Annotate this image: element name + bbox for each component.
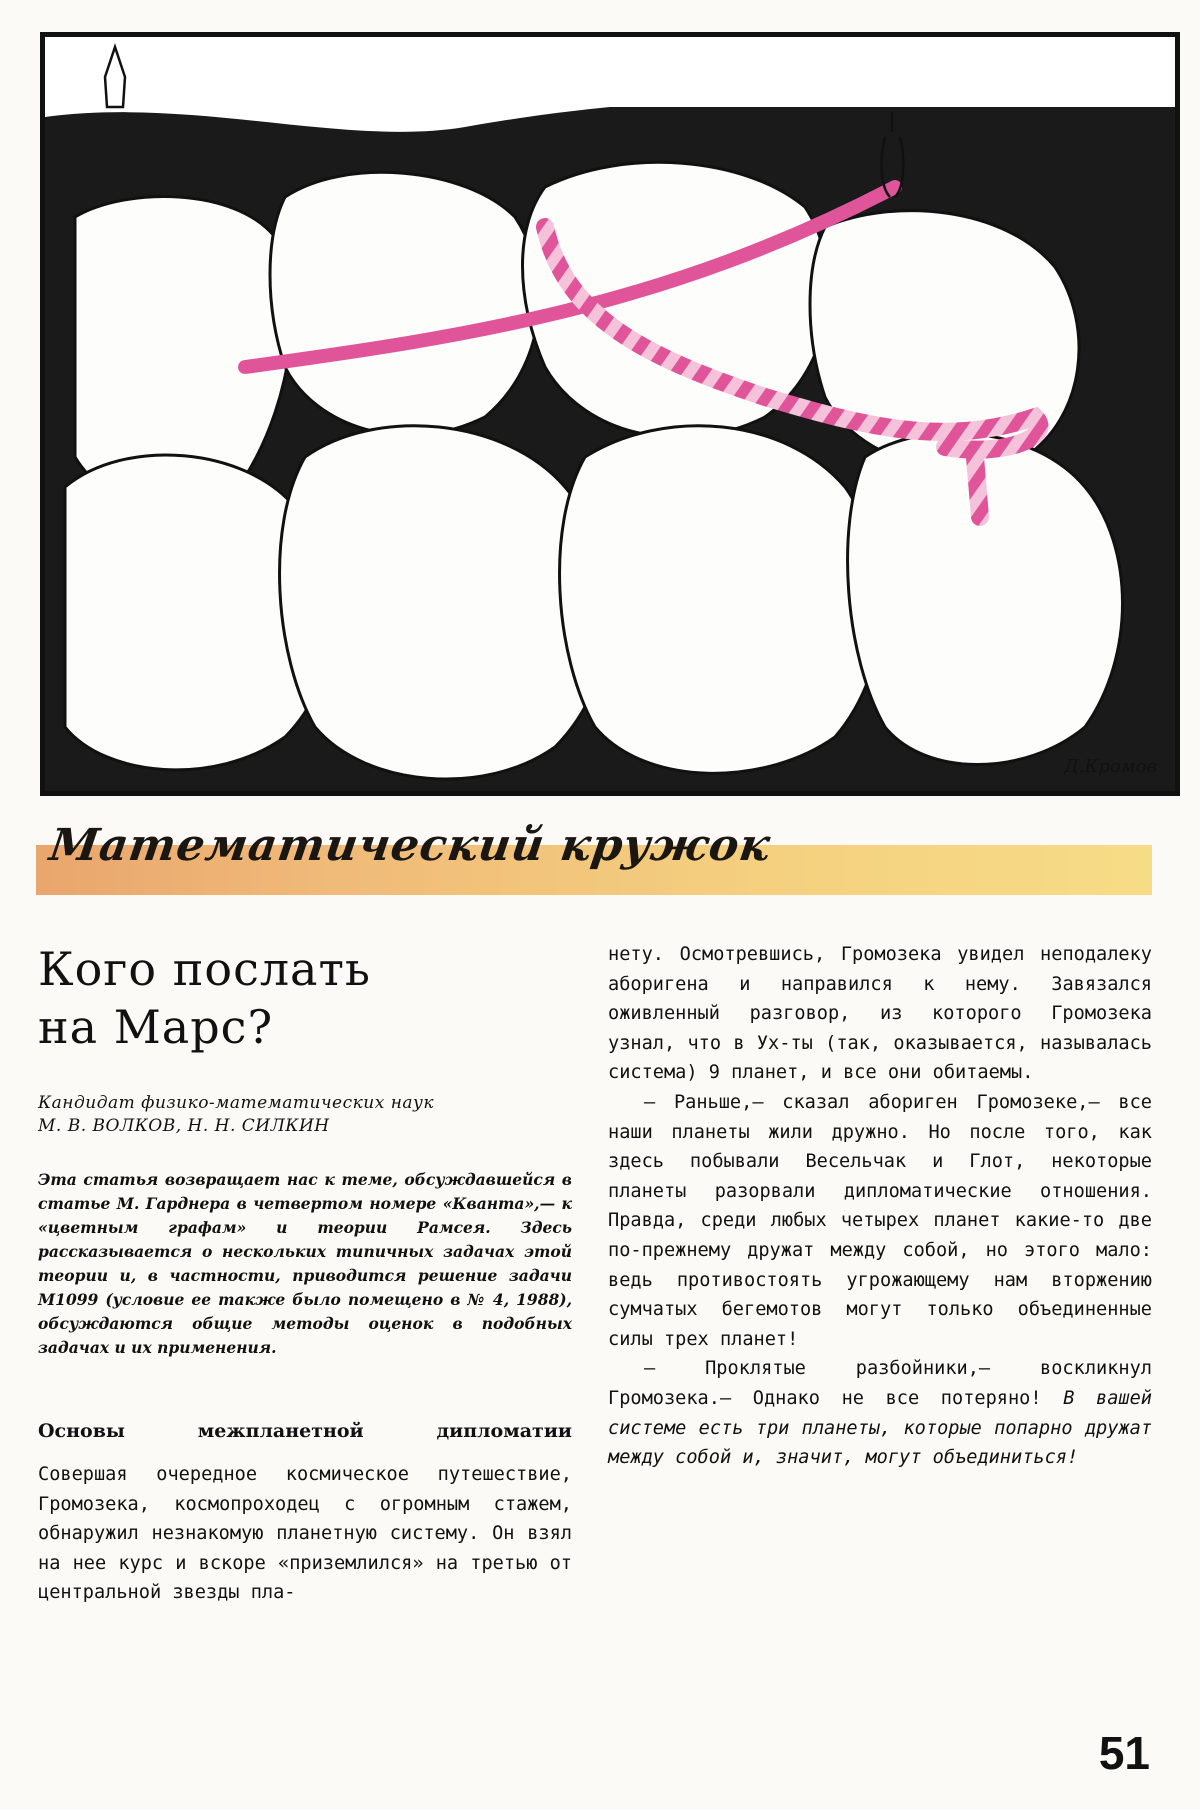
title-line-1: Кого послать (38, 942, 371, 996)
paragraph-3-italic: В вашей системе есть три планеты, которые попарно дружат между собой и, значит, могут объединиться! (608, 1387, 1152, 1469)
authors (38, 1092, 572, 1138)
paragraph-3-start: — Проклятые разбойники,— воскликнул Громозека.— Однако не все потеряно! (608, 1358, 1152, 1409)
section-label: Математический кружок (46, 820, 774, 871)
artist-signature: Д.Кромов (1064, 756, 1157, 777)
paragraph-3 (608, 1354, 1152, 1472)
author-degree: Кандидат физико-математических наук (38, 1093, 435, 1113)
rock (560, 426, 882, 774)
article-title (38, 940, 572, 1056)
paragraph-2: — Раньше,— сказал абориген Громозеке,— все наши планеты жили дружно. Но после того, как здесь побывали Весельчак и Глот, некоторые планеты разорвали дипломатические отношения. Правда, среди любых четырех планет какие-то две по-прежнему дружат между собой, но этого мало: ведь противостоять угрожающему нам вторжению сумчатых бегемотов могут только объединенные силы трех планет! (608, 1091, 1152, 1350)
paragraph-1-continued: нету. Осмотревшись, Громозека увидел неподалеку аборигена и направился к нему. Завязался оживленный разговор, из которого Громозека узнал, что в Ух-ты (так, оказывается, называлась система) 9 планет, и все они обитаемы. (608, 944, 1152, 1084)
author-names: М. В. ВОЛКОВ, Н. Н. СИЛКИН (38, 1116, 330, 1136)
rocks-and-rope-drawing (45, 37, 1175, 791)
subheading: Основы межпланетной дипломатии (38, 1420, 572, 1442)
illustration (40, 32, 1180, 796)
page-number: 51 (1098, 1727, 1150, 1779)
title-line-2: на Марс? (38, 1000, 274, 1054)
rock (270, 172, 539, 435)
paragraph-1: Совершая очередное космическое путешествие, Громозека, космопроходец с огромным стажем, обнаружил незнакомую планетную систему. Он взял на нее курс и вскоре «приземлился» на третью от центральной звезды пла- (38, 1464, 572, 1604)
left-column (38, 940, 572, 1608)
abstract: Эта статья возвращает нас к теме, обсуждавшейся в статье М. Гарднера в четвертом номере «Кванта»,— к «цветным графам» и теории Рамсея. Здесь рассказывается о нескольких типичных задачах этой теории и, в частности, приводится решение задачи М1099 (условие ее также было помещено в № 4, 1988), обсуждаются общие методы оценок в подобных задачах и их применения. (38, 1170, 572, 1357)
right-column (608, 940, 1152, 1473)
